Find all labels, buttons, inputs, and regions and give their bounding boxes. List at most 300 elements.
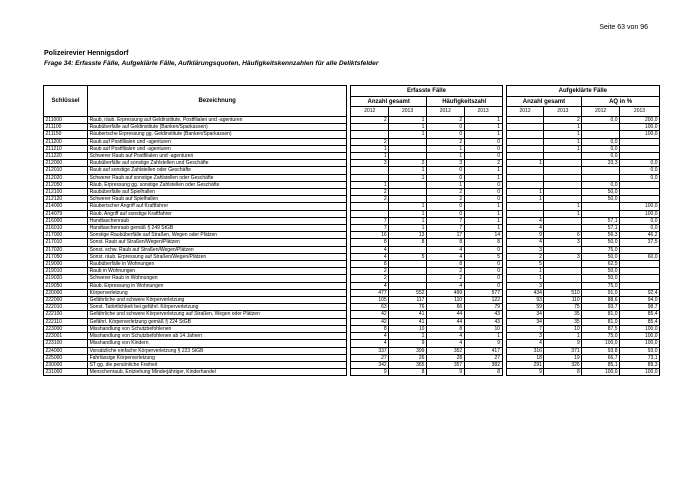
aq-2013: 0,0 (619, 217, 659, 224)
header-year: 2013 (619, 107, 659, 117)
aufgeklaert-2013: 1 (544, 131, 582, 138)
row-description: Räuberischer Angriff auf Kraftfahrer (88, 203, 347, 210)
row-description: Handtaschenraub (88, 217, 347, 224)
aq-2013: 0,0 (619, 167, 659, 174)
hz-2013: 1 (464, 217, 502, 224)
table-row (44, 174, 660, 181)
row-key: 217000 (44, 232, 88, 239)
anzahl-2012 (351, 210, 389, 217)
row-key: 212010 (44, 167, 88, 174)
row-key: 224000 (44, 347, 88, 354)
aufgeklaert-2013 (544, 217, 582, 224)
aq-2013: 73,1 (619, 354, 659, 361)
hz-2012: 0 (426, 174, 464, 181)
hz-2012: 2 (426, 117, 464, 124)
hz-2012: 2 (426, 275, 464, 282)
hz-2013: 417 (464, 347, 502, 354)
anzahl-2012: 2 (351, 117, 389, 124)
aufgeklaert-2012: 9 (506, 232, 544, 239)
row-key: 214079 (44, 210, 88, 217)
table-row (44, 225, 660, 232)
anzahl-2012: 337 (351, 347, 389, 354)
aufgeklaert-2013: 35 (544, 311, 582, 318)
header-erfasste-faelle: Erfasste Fälle (351, 86, 502, 97)
aq-2013: 85,4 (619, 318, 659, 325)
row-description: Raubüberfälle in Wohnungen (88, 261, 347, 268)
anzahl-2013: 1 (389, 174, 427, 181)
aufgeklaert-2013: 10 (544, 325, 582, 332)
hz-2013: 79 (464, 304, 502, 311)
anzahl-2012: 4 (351, 246, 389, 253)
hz-2012: 4 (426, 340, 464, 347)
anzahl-2012: 7 (351, 225, 389, 232)
hz-2012: 1 (426, 145, 464, 152)
anzahl-2013: 117 (389, 297, 427, 304)
aq-2012: 0,0 (582, 153, 620, 160)
anzahl-2013: 8 (389, 239, 427, 246)
row-key: 211220 (44, 153, 88, 160)
aq-2013: 94,0 (619, 297, 659, 304)
anzahl-2013 (389, 196, 427, 203)
aufgeklaert-2013: 75 (544, 304, 582, 311)
anzahl-2013: 41 (389, 318, 427, 325)
aufgeklaert-2013: 19 (544, 354, 582, 361)
hz-2013: 0 (464, 189, 502, 196)
aq-2012: 81,0 (582, 318, 620, 325)
row-key: 211200 (44, 138, 88, 145)
table-row (44, 232, 660, 239)
row-key: 211210 (44, 145, 88, 152)
table-row (44, 253, 660, 260)
aq-2013 (619, 145, 659, 152)
aufgeklaert-2012 (506, 181, 544, 188)
anzahl-2013 (389, 268, 427, 275)
hz-2013: 1 (464, 131, 502, 138)
aufgeklaert-2012: 1 (506, 268, 544, 275)
row-description: Gefährl. Körperverletzung gemäß § 224 StGB (88, 318, 347, 325)
aufgeklaert-2013: 1 (544, 145, 582, 152)
header-aufgeklaerte-faelle: Aufgeklärte Fälle (506, 86, 659, 97)
aq-2012: 50,0 (582, 253, 620, 260)
table-row (44, 153, 660, 160)
table-row (44, 239, 660, 246)
row-description: Räub. Erpressung gg. sonstige Zahlstellen oder Geschäfte (88, 181, 347, 188)
aufgeklaert-2012: 4 (506, 217, 544, 224)
aq-2012: 62,5 (582, 261, 620, 268)
aufgeklaert-2013: 371 (544, 347, 582, 354)
aufgeklaert-2012 (506, 131, 544, 138)
row-description: Schwerer Raub auf Spielhallen (88, 196, 347, 203)
aufgeklaert-2012: 59 (506, 304, 544, 311)
table-row (44, 325, 660, 332)
aq-2012: 50,0 (582, 196, 620, 203)
hz-2012: 8 (426, 239, 464, 246)
anzahl-2013: 1 (389, 217, 427, 224)
row-key: 223100 (44, 340, 88, 347)
aufgeklaert-2012: 434 (506, 289, 544, 296)
aufgeklaert-2012 (506, 145, 544, 152)
aufgeklaert-2013: 110 (544, 297, 582, 304)
aufgeklaert-2013 (544, 225, 582, 232)
row-description: Räuberische Erpressung gg. Geldinstitute (Banken/Sparkassen) (88, 131, 347, 138)
header-haeufigkeitszahl: Häufigkeitszahl (426, 96, 502, 107)
table-row (44, 361, 660, 368)
anzahl-2012: 8 (351, 325, 389, 332)
row-description: Schwerer Raub auf sonstige Zahlstellen oder Geschäfte (88, 174, 347, 181)
anzahl-2013: 2 (389, 160, 427, 167)
aufgeklaert-2013 (544, 261, 582, 268)
hz-2013: 122 (464, 297, 502, 304)
hz-2012: 2 (426, 268, 464, 275)
row-key: 219010 (44, 268, 88, 275)
anzahl-2012: 42 (351, 311, 389, 318)
table-row (44, 354, 660, 361)
anzahl-2013 (389, 145, 427, 152)
row-description: Raub, räub. Erpressung auf Geldinstitute, Postfilialen und -agenturen (88, 117, 347, 124)
anzahl-2012: 477 (351, 289, 389, 296)
hz-2012: 4 (426, 246, 464, 253)
aq-2013: 100,0 (619, 333, 659, 340)
aq-2013 (619, 196, 659, 203)
aq-2012: 88,6 (582, 297, 620, 304)
table-row (44, 217, 660, 224)
aq-2012: 85,1 (582, 361, 620, 368)
aufgeklaert-2012: 93 (506, 297, 544, 304)
row-description: Raub auf Postfilialen und -agenturen (88, 138, 347, 145)
hz-2012: 8 (426, 261, 464, 268)
row-key: 211000 (44, 117, 88, 124)
table-body (44, 117, 660, 376)
hz-2012: 8 (426, 325, 464, 332)
row-key: 222110 (44, 318, 88, 325)
table-row (44, 181, 660, 188)
anzahl-2012: 2 (351, 196, 389, 203)
aq-2012 (582, 203, 620, 210)
hz-2013: 1 (464, 225, 502, 232)
anzahl-2012: 1 (351, 181, 389, 188)
header-year: 2012 (506, 107, 544, 117)
row-key: 217010 (44, 239, 88, 246)
table-row (44, 369, 660, 376)
table-row (44, 261, 660, 268)
row-key: 216000 (44, 217, 88, 224)
row-key: 220000 (44, 289, 88, 296)
anzahl-2012: 4 (351, 340, 389, 347)
aufgeklaert-2013 (544, 153, 582, 160)
row-description: Sonst. Tatörtlichkeit bei gefährl. Körperverletzung (88, 304, 347, 311)
hz-2012: 7 (426, 225, 464, 232)
anzahl-2013 (389, 138, 427, 145)
aufgeklaert-2013: 3 (544, 239, 582, 246)
aq-2013: 60,0 (619, 253, 659, 260)
header-key: Schlüssel (44, 86, 88, 117)
hz-2013: 0 (464, 196, 502, 203)
row-key: 222100 (44, 311, 88, 318)
aq-2012 (582, 131, 620, 138)
anzahl-2012: 342 (351, 361, 389, 368)
row-key: 219020 (44, 275, 88, 282)
row-description: ST gg. die persönliche Freiheit (88, 361, 347, 368)
aq-2013: 100,0 (619, 340, 659, 347)
aq-2012: 0,0 (582, 138, 620, 145)
row-description: Raubüberfälle auf sonstige Zahlstellen und Geschäfte (88, 160, 347, 167)
table-caption: Frage 34: Erfasste Fälle, Aufgeklärte Fälle, Aufklärungsquoten, Häufigkeitskennzahlen für alle Deliktsfelder (44, 60, 379, 67)
hz-2012: 1 (426, 181, 464, 188)
table-row (44, 304, 660, 311)
row-description: Vorsätzliche einfache Körperverletzung § 223 StGB (88, 347, 347, 354)
row-description: Gefährliche und schwere Körperverletzung auf Straßen, Wegen oder Plätzen (88, 311, 347, 318)
aq-2012 (582, 167, 620, 174)
row-description: Handtaschenraub gemäß § 249 StGB (88, 225, 347, 232)
statistics-table (43, 85, 660, 376)
aq-2012: 75,0 (582, 333, 620, 340)
aufgeklaert-2012: 9 (506, 369, 544, 376)
row-description: Raub auf Postfilialen und -agenturen (88, 145, 347, 152)
aq-2013 (619, 261, 659, 268)
row-description: Räub. Angriff auf sonstige Kraftfahrer (88, 210, 347, 217)
row-key: 212100 (44, 189, 88, 196)
aufgeklaert-2012: 34 (506, 311, 544, 318)
row-key: 231000 (44, 369, 88, 376)
table-row (44, 282, 660, 289)
hz-2013: 1 (464, 203, 502, 210)
row-description: Räub. Erpressung in Wohnungen (88, 282, 347, 289)
row-key: 211150 (44, 131, 88, 138)
table-row (44, 189, 660, 196)
aq-2013: 200,0 (619, 117, 659, 124)
aufgeklaert-2013: 2 (544, 117, 582, 124)
row-description: Menschenraub, Entziehung Minderjähriger, Kinderhandel (88, 369, 347, 376)
aufgeklaert-2012 (506, 153, 544, 160)
aq-2012: 50,0 (582, 275, 620, 282)
aufgeklaert-2013: 326 (544, 361, 582, 368)
aufgeklaert-2012 (506, 174, 544, 181)
aq-2012: 0,0 (582, 145, 620, 152)
aq-2012: 50,0 (582, 268, 620, 275)
aq-2012: 50,0 (582, 189, 620, 196)
hz-2012: 1 (426, 153, 464, 160)
hz-2012: 2 (426, 196, 464, 203)
hz-2013: 27 (464, 354, 502, 361)
anzahl-2012 (351, 131, 389, 138)
hz-2012: 7 (426, 217, 464, 224)
row-description: Raub auf sonstige Zahlstellen oder Geschäfte (88, 167, 347, 174)
hz-2013: 2 (464, 160, 502, 167)
aq-2013: 100,0 (619, 124, 659, 131)
aq-2013: 92,4 (619, 289, 659, 296)
hz-2012: 4 (426, 282, 464, 289)
aq-2012: 75,0 (582, 246, 620, 253)
row-description: Schwerer Raub auf Postfilialen und -agenturen (88, 153, 347, 160)
anzahl-2012: 16 (351, 232, 389, 239)
table-row (44, 203, 660, 210)
row-key: 223000 (44, 325, 88, 332)
aufgeklaert-2012: 1 (506, 189, 544, 196)
anzahl-2013 (389, 189, 427, 196)
hz-2013: 43 (464, 311, 502, 318)
aufgeklaert-2012 (506, 138, 544, 145)
aufgeklaert-2013 (544, 160, 582, 167)
aq-2013 (619, 268, 659, 275)
row-key: 219050 (44, 282, 88, 289)
anzahl-2013: 1 (389, 210, 427, 217)
aufgeklaert-2012: 1 (506, 160, 544, 167)
hz-2013: 1 (464, 124, 502, 131)
aufgeklaert-2012: 18 (506, 354, 544, 361)
aufgeklaert-2013 (544, 189, 582, 196)
anzahl-2012: 1 (351, 153, 389, 160)
table-row (44, 268, 660, 275)
hz-2013: 0 (464, 282, 502, 289)
aq-2013: 93,0 (619, 347, 659, 354)
anzahl-2012 (351, 203, 389, 210)
aq-2013: 0,0 (619, 174, 659, 181)
anzahl-2013: 10 (389, 325, 427, 332)
anzahl-2013 (389, 153, 427, 160)
hz-2013: 0 (464, 246, 502, 253)
aq-2013: 89,3 (619, 361, 659, 368)
anzahl-2012: 2 (351, 189, 389, 196)
table-row (44, 347, 660, 354)
aq-2012: 93,7 (582, 304, 620, 311)
table-row (44, 340, 660, 347)
aq-2012: 33,3 (582, 160, 620, 167)
anzahl-2013: 552 (389, 289, 427, 296)
aq-2012: 100,0 (582, 369, 620, 376)
aq-2013 (619, 153, 659, 160)
anzahl-2013 (389, 261, 427, 268)
header-year: 2012 (351, 107, 389, 117)
anzahl-2012: 2 (351, 275, 389, 282)
row-key: 230000 (44, 361, 88, 368)
aq-2012 (582, 210, 620, 217)
aq-2012: 57,1 (582, 217, 620, 224)
header-year: 2013 (464, 107, 502, 117)
row-key: 223001 (44, 333, 88, 340)
anzahl-2013: 8 (389, 369, 427, 376)
aufgeklaert-2012: 316 (506, 347, 544, 354)
hz-2012: 44 (426, 311, 464, 318)
aq-2012: 66,7 (582, 354, 620, 361)
anzahl-2012: 2 (351, 138, 389, 145)
hz-2013: 1 (464, 174, 502, 181)
aufgeklaert-2013 (544, 246, 582, 253)
row-key: 212020 (44, 174, 88, 181)
row-key: 212050 (44, 181, 88, 188)
aq-2013 (619, 246, 659, 253)
header-year: 2013 (389, 107, 427, 117)
anzahl-2012: 105 (351, 297, 389, 304)
aq-2013 (619, 282, 659, 289)
aufgeklaert-2012: 5 (506, 261, 544, 268)
hz-2013: 0 (464, 261, 502, 268)
aufgeklaert-2013: 510 (544, 289, 582, 296)
aufgeklaert-2013 (544, 181, 582, 188)
aq-2012: 0,0 (582, 117, 620, 124)
anzahl-2013: 9 (389, 340, 427, 347)
hz-2013: 9 (464, 340, 502, 347)
hz-2013: 0 (464, 275, 502, 282)
table-row (44, 318, 660, 325)
anzahl-2012 (351, 124, 389, 131)
aufgeklaert-2013: 6 (544, 232, 582, 239)
aq-2013: 46,2 (619, 232, 659, 239)
aufgeklaert-2013: 1 (544, 333, 582, 340)
hz-2013: 1 (464, 333, 502, 340)
row-description: Raubüberfälle auf Geldinstitute (Banken/Sparkassen) (88, 124, 347, 131)
anzahl-2013: 26 (389, 354, 427, 361)
aq-2013: 0,0 (619, 225, 659, 232)
row-key: 222000 (44, 297, 88, 304)
aufgeklaert-2013 (544, 174, 582, 181)
hz-2012: 3 (426, 160, 464, 167)
aufgeklaert-2012 (506, 203, 544, 210)
anzahl-2013: 1 (389, 131, 427, 138)
aq-2012: 93,8 (582, 347, 620, 354)
hz-2012: 66 (426, 304, 464, 311)
aufgeklaert-2013 (544, 167, 582, 174)
hz-2012: 499 (426, 289, 464, 296)
hz-2012: 44 (426, 318, 464, 325)
hz-2013: 10 (464, 325, 502, 332)
hz-2012: 0 (426, 131, 464, 138)
hz-2012: 4 (426, 333, 464, 340)
aq-2012 (582, 174, 620, 181)
aq-2013: 100,0 (619, 369, 659, 376)
aufgeklaert-2012: 3 (506, 282, 544, 289)
aufgeklaert-2012 (506, 210, 544, 217)
anzahl-2012 (351, 174, 389, 181)
row-key: 212000 (44, 160, 88, 167)
header-anzahl-gesamt-aufgeklaert: Anzahl gesamt (506, 96, 582, 107)
aufgeklaert-2012: 7 (506, 325, 544, 332)
row-key: 211100 (44, 124, 88, 131)
aufgeklaert-2013 (544, 275, 582, 282)
anzahl-2012: 42 (351, 318, 389, 325)
anzahl-2012: 9 (351, 369, 389, 376)
aufgeklaert-2012: 4 (506, 340, 544, 347)
hz-2012: 0 (426, 210, 464, 217)
table-row (44, 145, 660, 152)
aq-2012: 57,1 (582, 225, 620, 232)
hz-2012: 0 (426, 203, 464, 210)
anzahl-2013: 41 (389, 311, 427, 318)
anzahl-2012: 1 (351, 145, 389, 152)
aq-2012: 0,0 (582, 181, 620, 188)
aufgeklaert-2013: 8 (544, 369, 582, 376)
row-description: Sonst. schw. Raub auf Straßen/Wegen/Plätzen (88, 246, 347, 253)
table-row (44, 131, 660, 138)
table-row (44, 124, 660, 131)
aq-2012 (582, 124, 620, 131)
aufgeklaert-2012 (506, 124, 544, 131)
header-year: 2012 (582, 107, 620, 117)
hz-2013: 0 (464, 145, 502, 152)
header-year: 2013 (544, 107, 582, 117)
table-row (44, 333, 660, 340)
hz-2012: 4 (426, 253, 464, 260)
aufgeklaert-2012 (506, 167, 544, 174)
row-key: 216010 (44, 225, 88, 232)
aufgeklaert-2012: 3 (506, 246, 544, 253)
hz-2013: 8 (464, 239, 502, 246)
table-row (44, 196, 660, 203)
row-key: 219000 (44, 261, 88, 268)
row-key: 217020 (44, 246, 88, 253)
header-aq: AQ in % (582, 96, 660, 107)
hz-2013: 0 (464, 153, 502, 160)
hz-2012: 357 (426, 361, 464, 368)
